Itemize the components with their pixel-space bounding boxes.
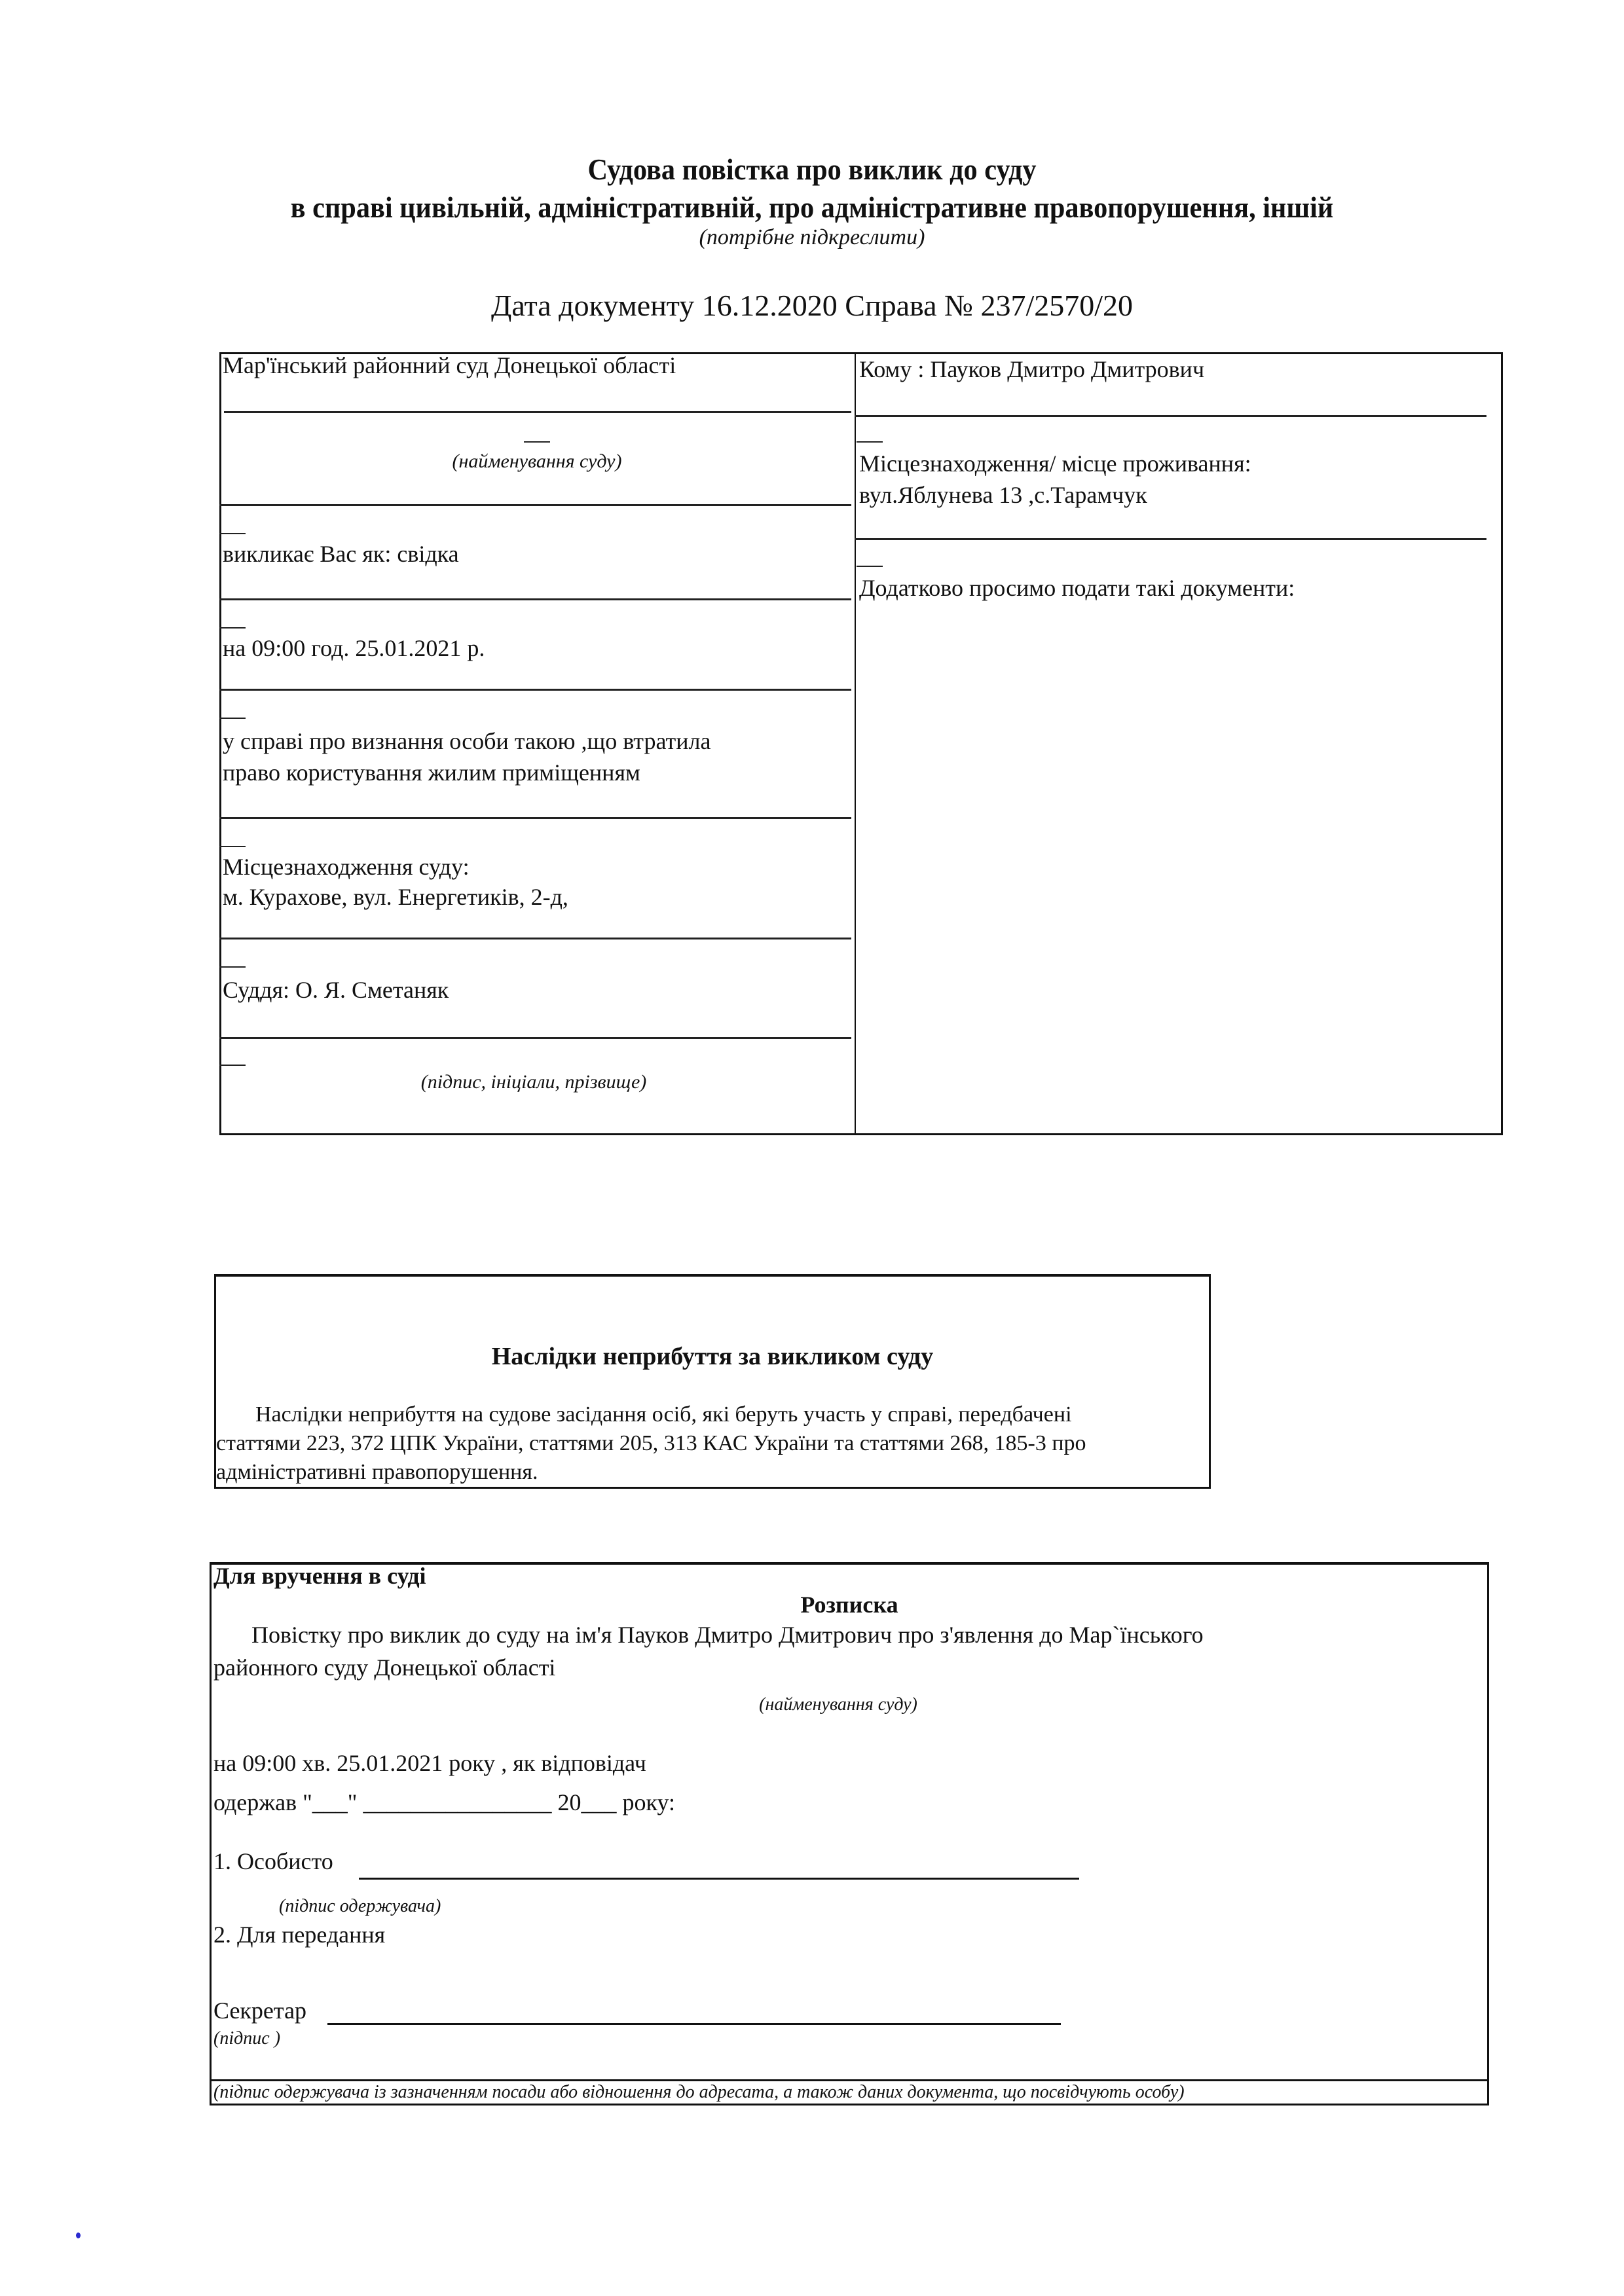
consequences-text-line1: Наслідки неприбуття на судове засідання осіб, які беруть участь у справі, передбачені [255, 1402, 1072, 1427]
tick-mark [219, 718, 246, 719]
court-name-caption: (найменування суду) [452, 450, 622, 472]
summons-title: Судова повістка про виклик до суду [587, 153, 1037, 186]
summoned-as: викликає Вас як: свідка [223, 541, 459, 567]
case-subject-line2: право користування жилим приміщенням [223, 759, 640, 786]
item-personally-label: 1. Особисто [213, 1848, 333, 1874]
received-date-line: одержав "___" ________________ 20___ року: [213, 1789, 676, 1815]
receipt-title: Розписка [800, 1592, 898, 1618]
underline-note: (потрібне підкреслити) [699, 225, 925, 249]
hearing-time: на 09:00 год. 25.01.2021 р. [223, 635, 485, 661]
recipient-signature-caption: (підпис одержувача) [279, 1896, 441, 1916]
consequences-text-line3: адміністративні правопорушення. [216, 1460, 538, 1484]
divider [219, 938, 851, 939]
receipt-time-line: на 09:00 хв. 25.01.2021 року , як відповідач [213, 1750, 646, 1776]
judge-name: Суддя: О. Я. Сметаняк [223, 977, 449, 1003]
receipt-footer-caption: (підпис одержувача із зазначенням посади або відношення до адресата, а також даних документа, що посвідчують особу) [213, 2082, 1185, 2102]
case-subject-line1: у справі про визнання особи такою ,що втратила [223, 728, 711, 754]
document-date-case-number: Дата документу 16.12.2020 Справа № 237/2570/20 [490, 289, 1133, 322]
recipient-signature-line[interactable] [359, 1878, 1079, 1880]
item-for-transfer-label: 2. Для передання [213, 1922, 386, 1948]
documents-request: Додатково просимо подати такі документи: [859, 575, 1295, 601]
recipient-address-value: вул.Яблунева 13 ,с.Тарамчук [859, 482, 1147, 508]
scan-speck [76, 2232, 81, 2238]
consequences-text-line2: статтями 223, 372 ЦПК України, статтями 205, 313 КАС України та статтями 268, 185-3 про [216, 1431, 1086, 1455]
tick-mark [219, 1065, 246, 1066]
receipt-text-line1: Повістку про виклик до суду на ім'я Пауков Дмитро Дмитрович про з'явлення до Мар`їнського [251, 1622, 1204, 1648]
tick-mark [219, 533, 246, 534]
divider [224, 411, 851, 413]
tick-mark [524, 441, 550, 443]
tick-mark [219, 627, 246, 629]
case-type-line: в справі цивільній, адміністративній, про адміністративне правопорушення, іншій [290, 191, 1334, 224]
court-location-label: Місцезнаходження суду: [223, 854, 470, 880]
court-location-value: м. Курахове, вул. Енергетиків, 2-д, [223, 884, 568, 910]
divider [855, 538, 1486, 540]
tick-mark [219, 846, 246, 847]
receipt-text-line2: районного суду Донецької області [213, 1654, 556, 1681]
tick-mark [857, 566, 883, 567]
divider [219, 504, 851, 506]
divider [219, 1037, 851, 1039]
court-name: Мар'їнський районний суд Донецької області [223, 352, 676, 378]
recipient-name: Кому : Пауков Дмитро Дмитрович [859, 356, 1205, 382]
receipt-footer-divider [210, 2079, 1489, 2081]
for-delivery-label: Для вручення в суді [213, 1563, 426, 1589]
secretary-signature-line[interactable] [327, 2023, 1061, 2025]
judge-signature-caption: (підпис, ініціали, прізвище) [420, 1071, 647, 1093]
consequences-title: Наслідки неприбуття за викликом суду [491, 1343, 934, 1370]
tick-mark [857, 441, 883, 443]
secretary-signature-caption: (підпис ) [213, 2028, 281, 2049]
recipient-address-label: Місцезнаходження/ місце проживання: [859, 450, 1251, 477]
divider [855, 415, 1486, 417]
secretary-label: Секретар [213, 1997, 307, 2024]
divider [219, 817, 851, 819]
column-divider [855, 352, 856, 1135]
divider [219, 598, 851, 600]
receipt-court-caption: (найменування суду) [759, 1694, 917, 1715]
divider [219, 689, 851, 691]
tick-mark [219, 966, 246, 968]
